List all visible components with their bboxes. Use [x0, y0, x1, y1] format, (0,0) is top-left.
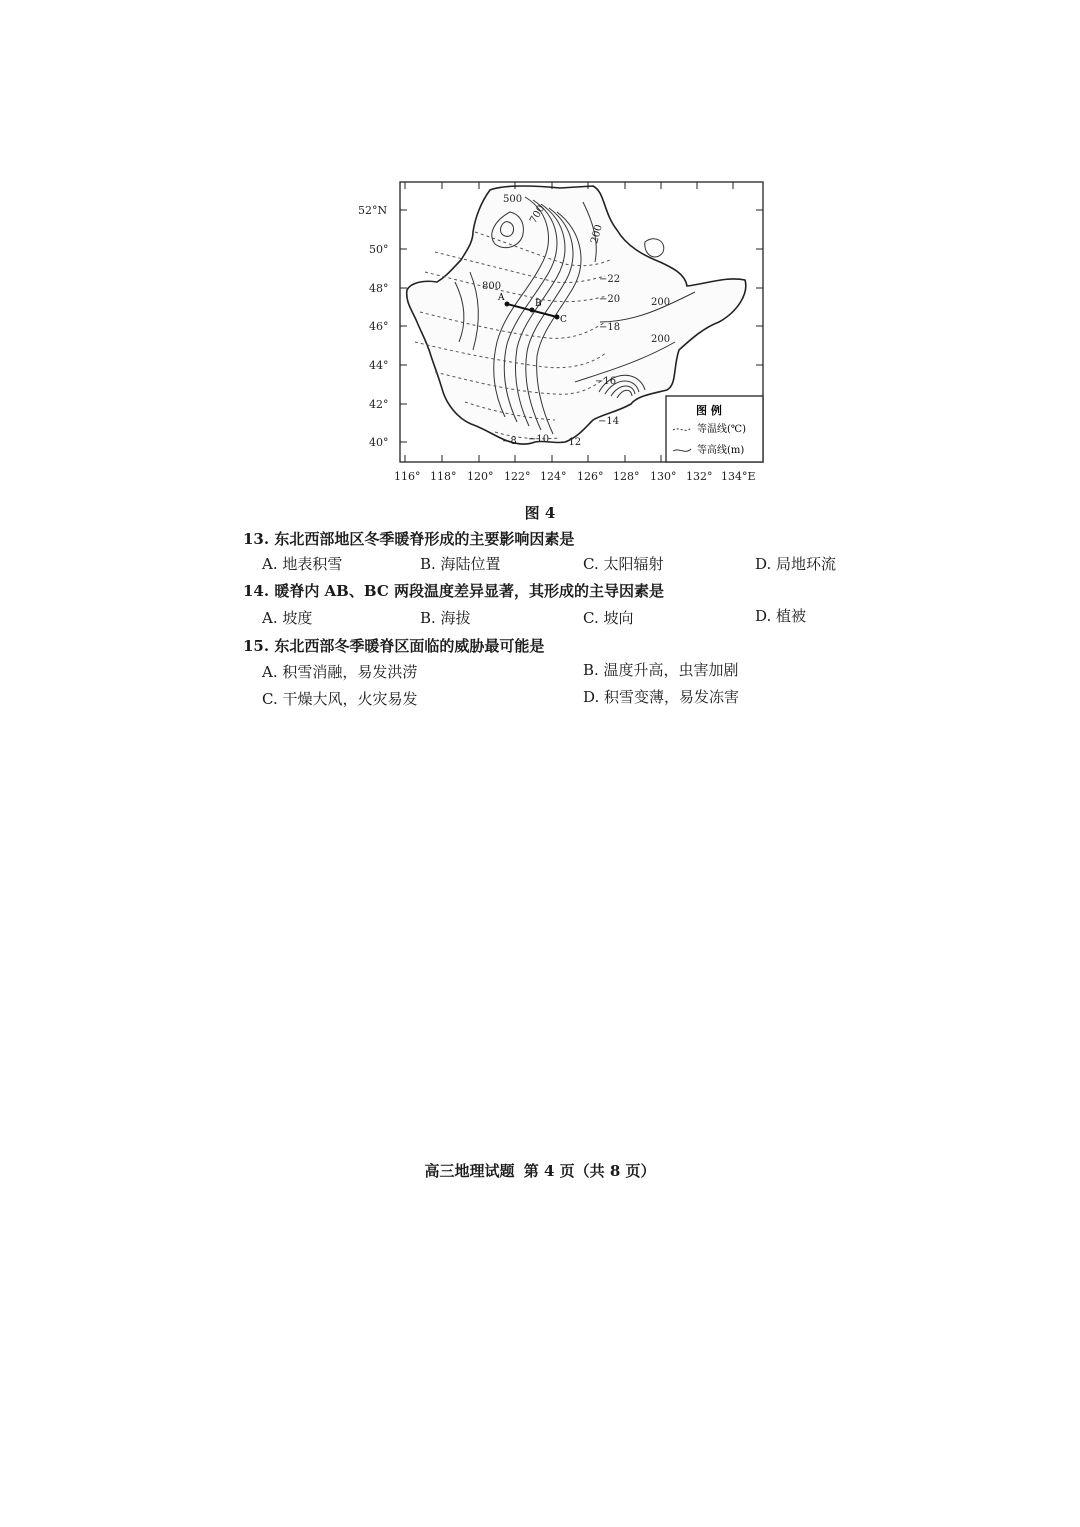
svg-text:−16: −16: [595, 376, 617, 387]
question-14-option-b: B. 海拔: [420, 609, 471, 627]
lon-label: 126°: [577, 470, 604, 483]
lat-label: 52°N: [358, 204, 388, 217]
figure-caption: 图 4: [524, 504, 556, 522]
lon-label: 132°: [686, 470, 713, 483]
figure-4-map: [355, 172, 775, 492]
lat-label: 44°: [369, 359, 389, 372]
svg-text:−22: −22: [599, 274, 621, 285]
svg-text:200: 200: [651, 334, 671, 345]
lat-label: 50°: [369, 243, 389, 256]
longitude-axis: [394, 470, 756, 483]
svg-text:700: 700: [528, 203, 548, 226]
question-15-option-d: D. 积雪变薄，易发冻害: [583, 688, 740, 706]
footer-page-number: 第 4 页（共 8 页）: [523, 1162, 656, 1180]
map-svg: [355, 172, 775, 492]
map-legend: [666, 396, 763, 462]
question-13-option-b: B. 海陆位置: [420, 555, 501, 573]
page-footer: [0, 1160, 1080, 1181]
point-label-a: A: [498, 293, 505, 303]
svg-text:−20: −20: [599, 294, 621, 305]
svg-text:200: 200: [589, 223, 605, 245]
question-15-option-a: A. 积雪消融，易发洪涝: [262, 663, 418, 681]
legend-title: 图 例: [696, 404, 722, 417]
svg-text:−12: −12: [560, 437, 582, 448]
lon-label: 118°: [430, 470, 457, 483]
svg-text:−8: −8: [502, 436, 517, 447]
svg-text:−14: −14: [598, 416, 620, 427]
latitude-axis: [358, 204, 389, 449]
svg-text:−18: −18: [599, 322, 621, 333]
question-14-option-d: D. 植被: [755, 607, 807, 625]
question-15-stem: 15. 东北西部冬季暖脊区面临的威胁最可能是: [243, 637, 545, 655]
lon-label: 128°: [613, 470, 640, 483]
question-13-option-d: D. 局地环流: [755, 555, 837, 573]
lon-label: 134°E: [721, 470, 756, 483]
legend-isotherm-label: 等温线(℃): [697, 424, 746, 435]
footer-title: 高三地理试题: [424, 1162, 515, 1180]
lat-label: 48°: [369, 282, 389, 295]
question-15-option-c: C. 干燥大风，火灾易发: [262, 690, 418, 708]
point-a: [505, 302, 510, 307]
lat-label: 42°: [369, 398, 389, 411]
question-14-option-c: C. 坡向: [583, 609, 634, 627]
svg-text:−10: −10: [528, 434, 550, 445]
lon-label: 130°: [650, 470, 677, 483]
svg-text:800: 800: [482, 281, 502, 292]
svg-text:200: 200: [651, 297, 671, 308]
question-13-option-a: A. 地表积雪: [262, 555, 343, 573]
question-15-option-b: B. 温度升高，虫害加剧: [583, 661, 739, 679]
point-c: [555, 315, 560, 320]
lon-label: 116°: [394, 470, 421, 483]
lon-label: 120°: [467, 470, 494, 483]
point-label-c: C: [560, 315, 567, 325]
question-13-option-c: C. 太阳辐射: [583, 555, 664, 573]
lon-label: 124°: [540, 470, 567, 483]
point-b: [530, 308, 535, 313]
question-14-option-a: A. 坡度: [262, 609, 313, 627]
lat-label: 40°: [369, 436, 389, 449]
question-13-stem: 13. 东北西部地区冬季暖脊形成的主要影响因素是: [243, 530, 575, 548]
lat-label: 46°: [369, 320, 389, 333]
question-14-stem: 14. 暖脊内 AB、BC 两段温度差异显著，其形成的主导因素是: [243, 582, 664, 600]
point-label-b: B: [535, 299, 542, 309]
svg-text:500: 500: [503, 194, 523, 205]
legend-contour-label: 等高线(m): [697, 445, 745, 456]
lon-label: 122°: [504, 470, 531, 483]
